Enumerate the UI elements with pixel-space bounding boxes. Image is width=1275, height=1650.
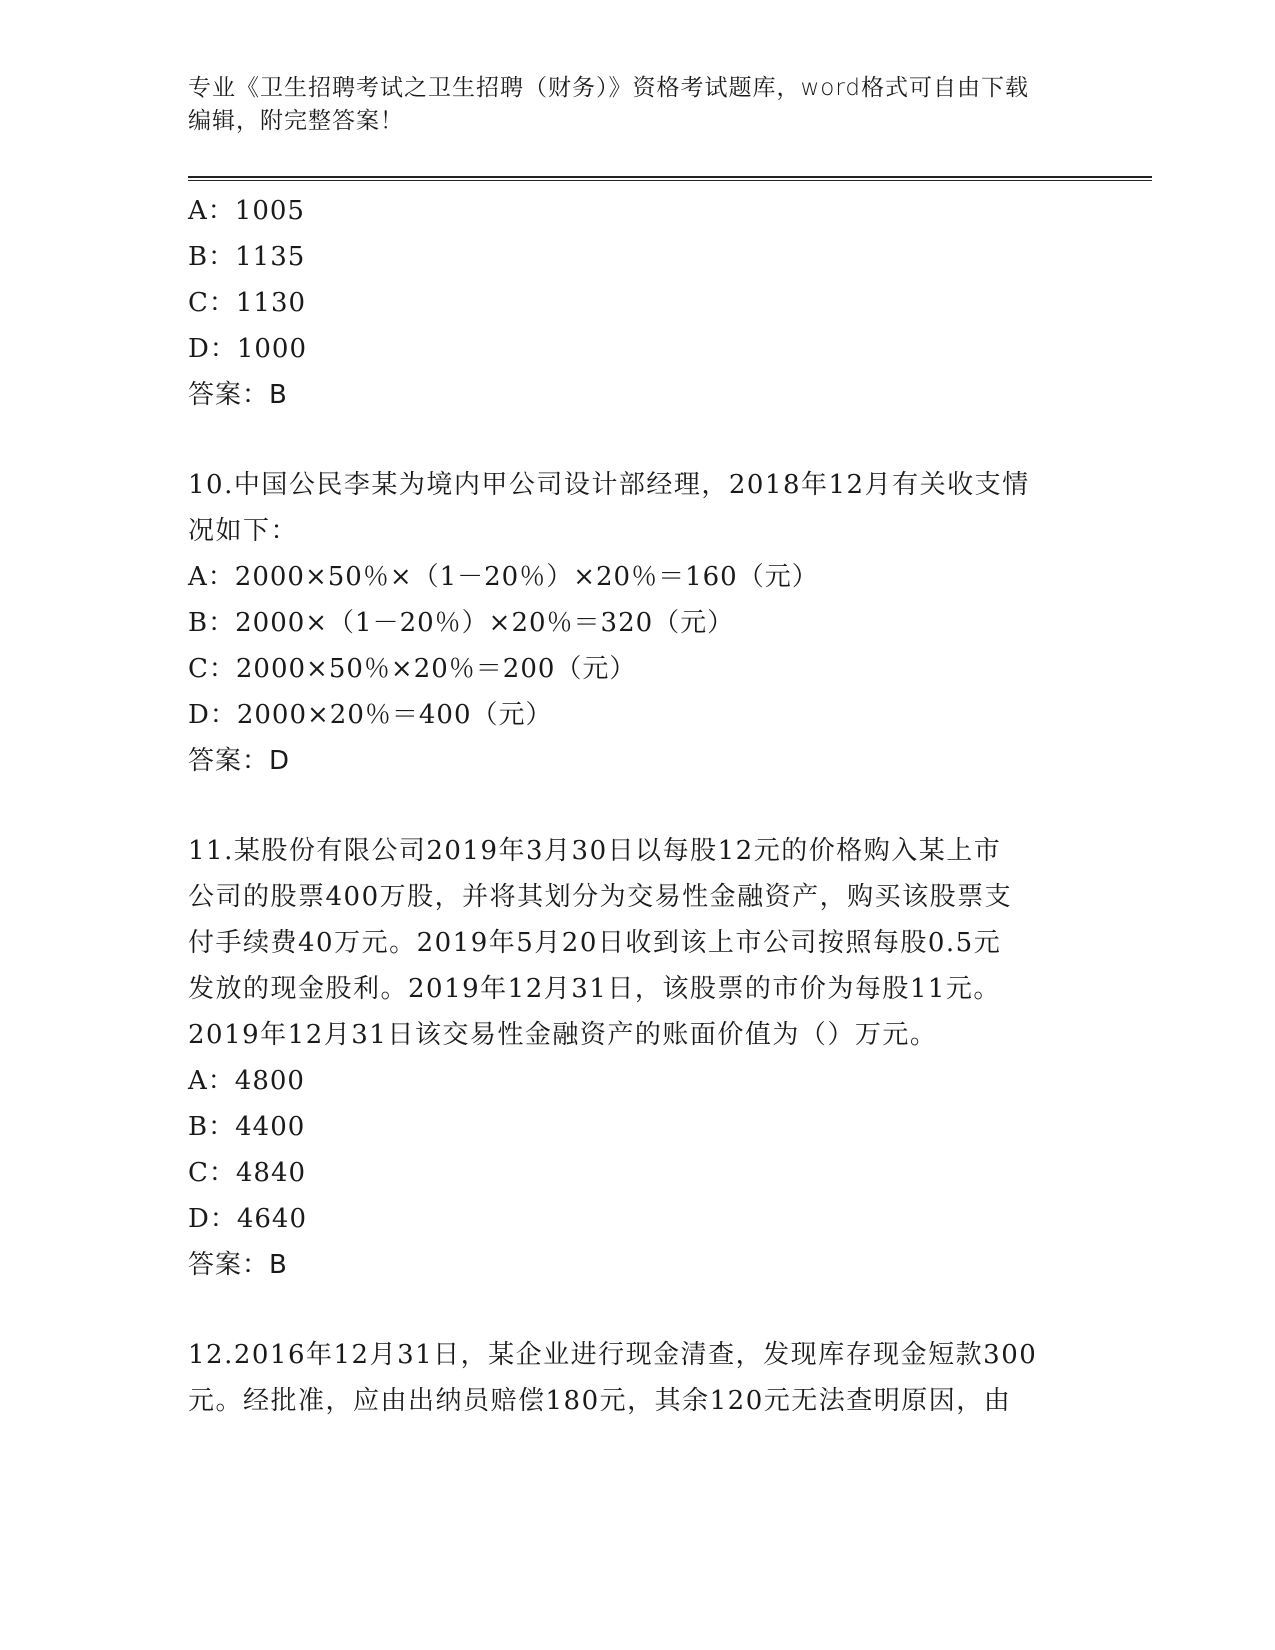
answer: 答案：D (188, 746, 291, 776)
option-a: A：4800 (188, 1066, 305, 1096)
question-stem-line: 11.某股份有限公司2019年3月30日以每股12元的价格购入某上市 (188, 836, 1002, 866)
option-c: C：2000×50％×20％＝200（元） (188, 654, 637, 684)
option-a: A：2000×50％×（1－20％）×20％＝160（元） (188, 562, 819, 592)
option-c: C：4840 (188, 1158, 307, 1188)
answer: 答案：B (188, 1250, 288, 1280)
option-d: D：1000 (188, 334, 308, 364)
option-b: B：4400 (188, 1112, 306, 1142)
question-10 (188, 462, 1088, 784)
option-b: B：1135 (188, 242, 306, 272)
question-stem-line: 发放的现金股利。2019年12月31日，该股票的市价为每股11元。 (188, 974, 1001, 1004)
question-stem-line: 况如下： (188, 516, 299, 546)
question-stem-line: 2019年12月31日该交易性金融资产的账面价值为（）万元。 (188, 1020, 938, 1050)
question-11 (188, 828, 1088, 1288)
question-9 (188, 188, 1088, 418)
option-d: D：4640 (188, 1204, 308, 1234)
question-stem-line: 付手续费40万元。2019年5月20日收到该上市公司按照每股0.5元 (188, 928, 1002, 958)
header-line-2: 编辑，附完整答案！ (188, 108, 404, 134)
header-line-1: 专业《卫生招聘考试之卫生招聘（财务）》资格考试题库，word格式可自由下载 (188, 75, 1030, 101)
document-body (188, 188, 1088, 1424)
question-stem-line: 12.2016年12月31日，某企业进行现金清查，发现库存现金短款300 (188, 1340, 1038, 1370)
question-stem-line: 10.中国公民李某为境内甲公司设计部经理，2018年12月有关收支情 (188, 470, 1030, 500)
option-b: B：2000×（1－20％）×20％＝320（元） (188, 608, 735, 638)
question-stem-line: 元。经批准，应由出纳员赔偿180元，其余120元无法查明原因，由 (188, 1386, 1012, 1416)
option-c: C：1130 (188, 288, 307, 318)
option-a: A：1005 (188, 196, 305, 226)
answer: 答案：B (188, 380, 288, 410)
option-d: D：2000×20％＝400（元） (188, 700, 553, 730)
header-divider (188, 176, 1152, 181)
question-stem-line: 公司的股票400万股，并将其划分为交易性金融资产，购买该股票支 (188, 882, 1013, 912)
page-header (188, 72, 1088, 138)
question-12 (188, 1332, 1088, 1424)
